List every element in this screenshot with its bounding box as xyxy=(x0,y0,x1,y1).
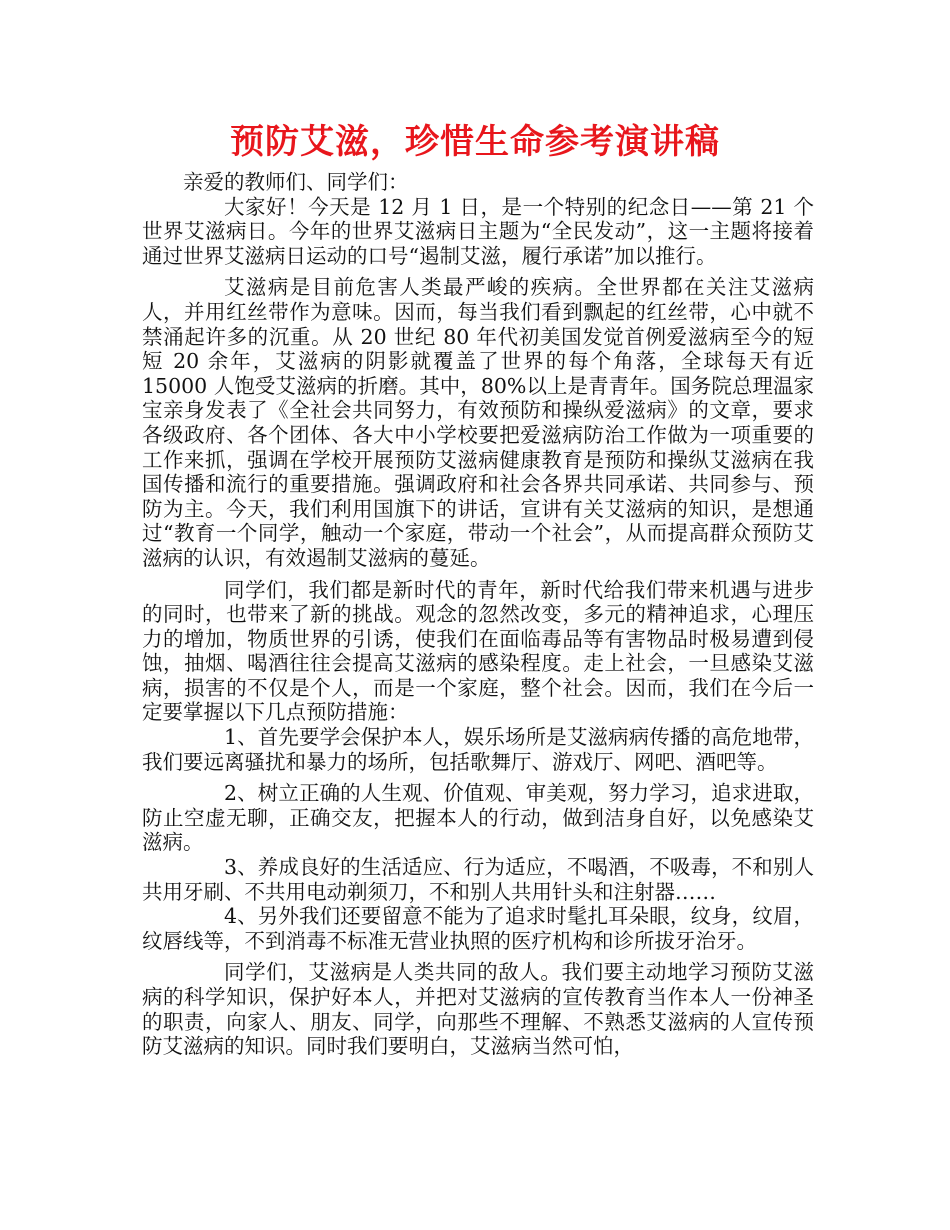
paragraph-closing: 同学们，艾滋病是人类共同的敌人。我们要主动地学习预防艾滋病的科学知识，保护好本人，并把对艾滋病的宣传教育当作本人一份神圣的职责，向家人、朋友、同学，向那些不理解、不熟悉艾滋病的人宣传预防艾滋病的知识。同时我们要明白，艾滋病当然可怕， xyxy=(142,960,814,1059)
paragraph-opening: 大家好！今天是 12 月 1 日，是一个特别的纪念日——第 21 个世界艾滋病日。今年的世界艾滋病日主题为“全民发动”，这一主题将接着通过世界艾滋病日运动的口号“遏制艾滋，履行承诺”加以推行。 xyxy=(142,194,814,268)
list-item-measure-3: 3、养成良好的生活适应、行为适应，不喝酒，不吸毒，不和别人共用牙刷、不共用电动剃须刀，不和别人共用针头和注射器…… xyxy=(142,855,814,904)
greeting-line: 亲爱的教师们、同学们： xyxy=(183,170,409,194)
paragraph-aids-harm: 艾滋病是目前危害人类最严峻的疾病。全世界都在关注艾滋病人，并用红丝带作为意味。因而，每当我们看到飘起的红丝带，心中就不禁涌起许多的沉重。从 20 世纪 80 年代初美国发觉首例爱滋病至今的短短 20 余年，艾滋病的阴影就覆盖了世界的每个角落，全球每天有近 15000 人饱受艾滋病的折磨。其中，80%以上是青青年。国务院总理温家宝亲身发表了《全社会共同努力，有效预防和操纵爱滋病》的文章，要求各级政府、各个团体、各大中小学校要把爱滋病防治工作做为一项重要的工作来抓，强调在学校开展预防艾滋病健康教育是预防和操纵艾滋病在我国传播和流行的重要措施。强调政府和社会各界共同承诺、共同参与、预防为主。今天，我们利用国旗下的讲话，宣讲有关艾滋病的知识，是想通过“教育一个同学，触动一个家庭，带动一个社会”，从而提高群众预防艾滋病的认识，有效遏制艾滋病的蔓延。 xyxy=(142,275,814,570)
list-item-measure-2: 2、树立正确的人生观、价值观、审美观，努力学习，追求进取，防止空虚无聊，正确交友，把握本人的行动，做到洁身自好，以免感染艾滋病。 xyxy=(142,781,814,855)
list-item-measure-4: 4、另外我们还要留意不能为了追求时髦扎耳朵眼，纹身，纹眉，纹唇线等，不到消毒不标准无营业执照的医疗机构和诊所拔牙治牙。 xyxy=(142,904,814,953)
list-item-measure-1: 1、首先要学会保护本人，娱乐场所是艾滋病病传播的高危地带，我们要远离骚扰和暴力的场所，包括歌舞厅、游戏厅、网吧、酒吧等。 xyxy=(142,725,814,774)
paragraph-new-era: 同学们，我们都是新时代的青年，新时代给我们带来机遇与进步的同时，也带来了新的挑战。观念的忽然改变，多元的精神追求，心理压力的增加，物质世界的引诱，使我们在面临毒品等有害物品时极易遭到侵蚀，抽烟、喝酒往往会提高艾滋病的感染程度。走上社会，一旦感染艾滋病，损害的不仅是个人，而是一个家庭，整个社会。因而，我们在今后一定要掌握以下几点预防措施： xyxy=(142,577,814,725)
document-title: 预防艾滋，珍惜生命参考演讲稿 xyxy=(230,122,720,162)
document-body xyxy=(142,170,814,1059)
